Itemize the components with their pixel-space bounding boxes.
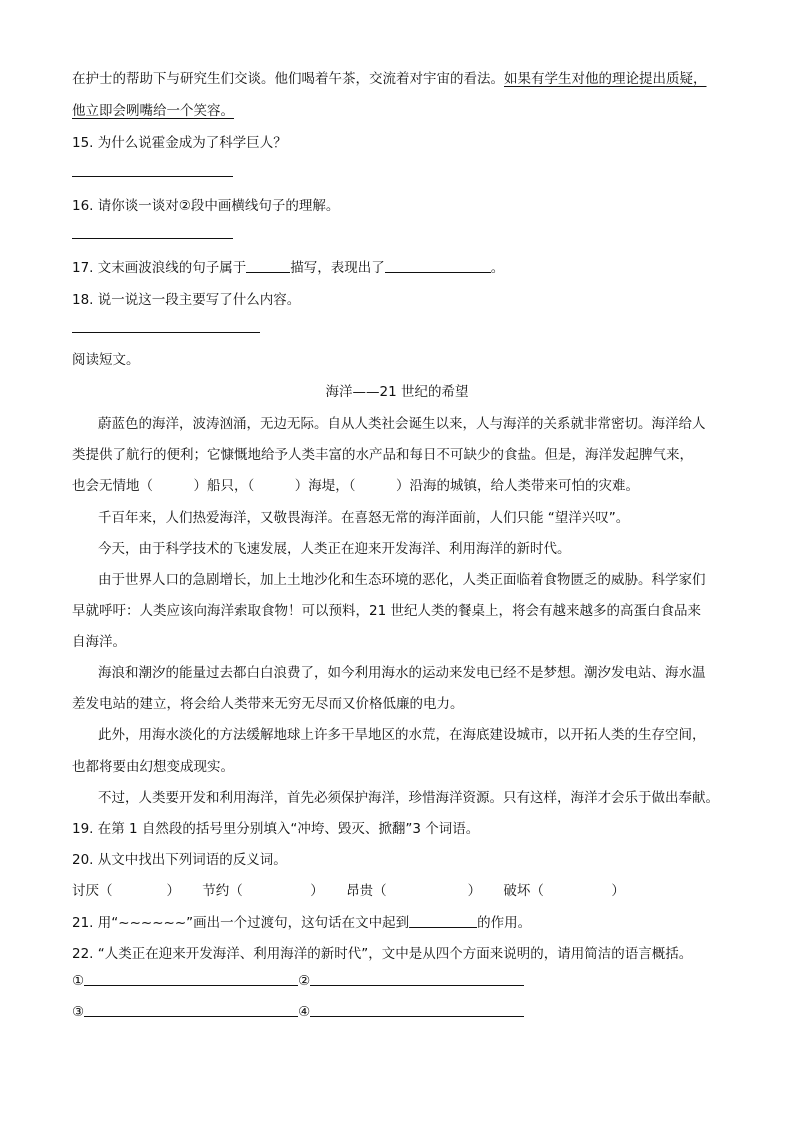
answer-blank-4[interactable] [310, 1004, 524, 1017]
reading-instruction: 阅读短文。 [72, 352, 140, 368]
para7: 不过，人类要开发和利用海洋，首先必须保护海洋，珍惜海洋资源。只有这样，海洋才会乐于做出奉献。 [98, 790, 719, 806]
para4-line1: 由于世界人口的急剧增长，加上土地沙化和生态环境的恶化，人类正面临着食物匮乏的威胁。科学家们 [98, 572, 706, 588]
question-22: 22. “人类正在迎来开发海洋、利用海洋的新时代”，文中是从四个方面来说明的，请用简洁的语言概括。 [72, 946, 693, 962]
wavy-line-sample: ~~~~~~ [118, 915, 187, 931]
question-17 [72, 256, 504, 276]
question-18: 18. 说一说这一段主要写了什么内容。 [72, 292, 301, 308]
underlined-sentence-end: 他立即会咧嘴给一个笑容。 [72, 103, 234, 119]
antonym-item-jieyue[interactable]: 节约（ ） [202, 883, 324, 899]
para4-line3: 自海洋。 [72, 634, 126, 650]
question-19: 19. 在第 1 自然段的括号里分别填入“冲垮、毁灭、掀翻”3 个词语。 [72, 821, 480, 837]
question-21-text: 的作用。 [477, 915, 532, 931]
question-17-text: 17. 文末画波浪线的句子属于 [72, 260, 247, 276]
answer-blank-3[interactable] [84, 1004, 298, 1017]
antonym-item-taoyan[interactable]: 讨厌（ ） [72, 883, 180, 899]
para5-line2: 差发电站的建立，将会给人类带来无穷无尽而又价格低廉的电力。 [72, 696, 464, 712]
question-16: 16. 请你谈一谈对②段中画横线句子的理解。 [72, 198, 340, 214]
antonym-item-anggui[interactable]: 昂贵（ ） [346, 883, 482, 899]
question-21 [72, 911, 531, 931]
blank-17-description-type[interactable] [246, 260, 290, 273]
circled-number-2: ② [298, 973, 311, 989]
passage-line [72, 67, 707, 87]
answer-line-18[interactable] [72, 332, 260, 333]
q20-items [72, 879, 625, 899]
underlined-sentence: 如果有学生对他的理论提出质疑， [504, 71, 707, 87]
circled-number-3: ③ [72, 1004, 85, 1020]
circled-number-4: ④ [298, 1004, 311, 1020]
answer-line-15[interactable] [72, 176, 233, 177]
antonym-item-pohuai[interactable]: 破坏（ ） [503, 883, 625, 899]
question-21-text: 21. 用“ [72, 915, 119, 931]
question-20: 20. 从文中找出下列词语的反义词。 [72, 852, 287, 868]
question-15: 15. 为什么说霍金成为了科学巨人？ [72, 135, 287, 151]
answer-blank-1[interactable] [84, 973, 298, 986]
para6-line2: 也都将要由幻想变成现实。 [72, 759, 234, 775]
question-17-text: 描写，表现出了 [290, 260, 385, 276]
para3: 今天，由于科学技术的飞速发展，人类正在迎来开发海洋、利用海洋的新时代。 [98, 541, 571, 557]
para1-line2: 类提供了航行的便利；它慷慨地给予人类丰富的水产品和每日不可缺少的食盐。但是，海洋发起脾气来， [72, 447, 693, 463]
answer-blank-2[interactable] [310, 973, 524, 986]
para5-line1: 海浪和潮汐的能量过去都白白浪费了，如今利用海水的运动来发电已经不是梦想。潮汐发电站、海水温 [98, 665, 706, 681]
question-21-text: ”画出一个过渡句，这句话在文中起到 [186, 915, 410, 931]
circled-number-1: ① [72, 973, 85, 989]
blank-17-shows[interactable] [385, 260, 491, 273]
q22-answer-row-1 [72, 973, 524, 989]
para4-line2: 早就呼吁：人类应该向海洋索取食物！可以预料，21 世纪人类的餐桌上，将会有越来越多的高蛋白食品来 [72, 603, 701, 619]
answer-line-16[interactable] [72, 238, 233, 239]
question-17-text: 。 [490, 260, 505, 276]
para1-line1: 蔚蓝色的海洋，波涛汹涌，无边无际。自从人类社会诞生以来，人与海洋的关系就非常密切。海洋给人 [98, 416, 706, 432]
para2: 千百年来，人们热爱海洋，又敬畏海洋。在喜怒无常的海洋面前，人们只能 “望洋兴叹”。 [98, 510, 630, 526]
para1-line3: 也会无情地（ ）船只，（ ）海堤，（ ）沿海的城镇，给人类带来可怕的灾难。 [72, 478, 639, 494]
blank-21-function[interactable] [409, 915, 477, 928]
passage-text: 在护士的帮助下与研究生们交谈。他们喝着午茶，交流着对宇宙的看法。 [72, 71, 504, 87]
passage-title: 海洋——21 世纪的希望 [325, 384, 469, 400]
q22-answer-row-2 [72, 1004, 524, 1020]
para6-line1: 此外，用海水淡化的方法缓解地球上许多干旱地区的水荒，在海底建设城市，以开拓人类的生存空间， [98, 727, 706, 743]
